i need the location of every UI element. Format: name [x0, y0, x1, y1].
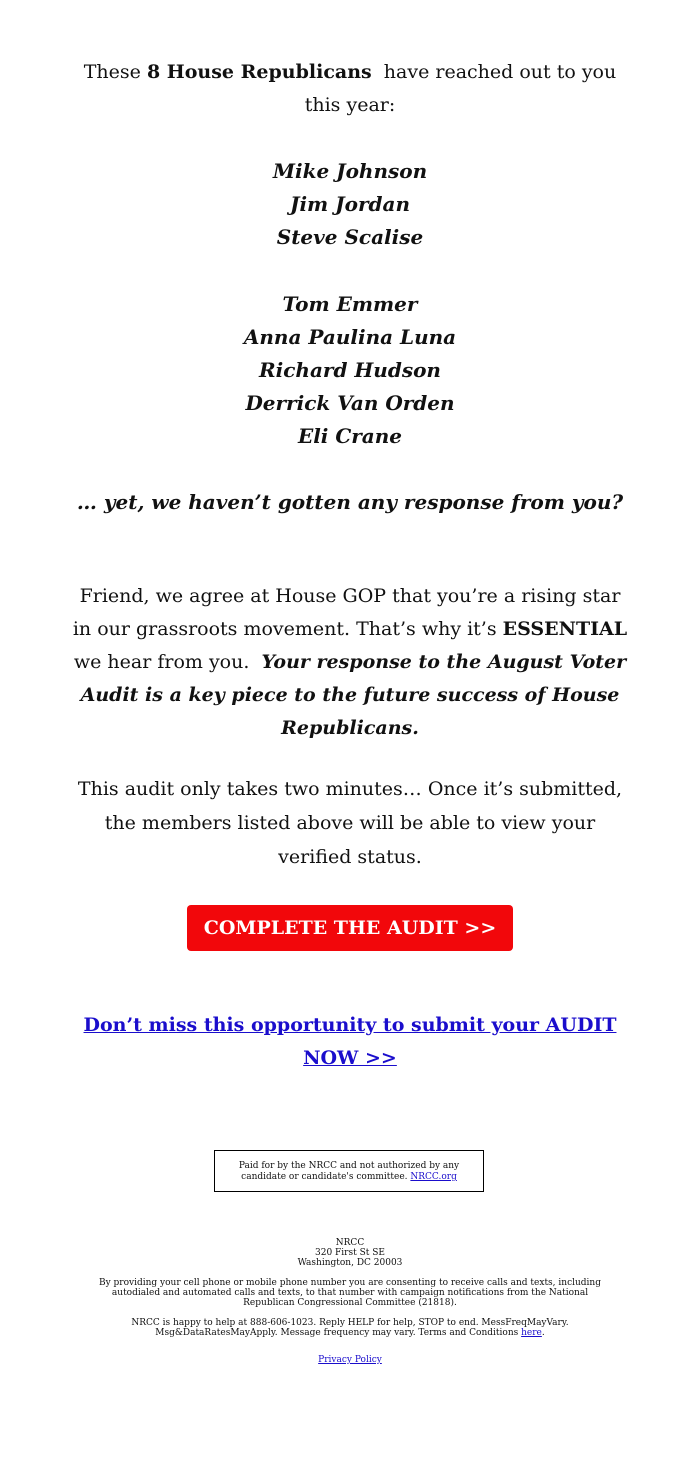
sms-consent-text: By providing your cell phone or mobile phone number you are consenting to receive calls and texts, including autodialed and automated calls and texts, to that number with campaign notifications from the National Republican Congressional Committee (21818).	[98, 1278, 601, 1308]
para1-bold: ESSENTIAL	[502, 618, 628, 640]
para1-text: Friend, we agree at House GOP that you’re a rising star in our grassroots movement. That’s why it’s	[72, 585, 621, 640]
name-item: Richard Hudson	[259, 358, 441, 382]
help-text	[95, 1318, 605, 1338]
help-body: NRCC is happy to help at 888-606-1023. Reply HELP for help, STOP to end. MessFreqMayVary. Msg&DataRatesMayApply. Message frequency may vary. Terms and Conditions	[131, 1318, 569, 1338]
names-group-2	[0, 288, 700, 453]
name-item: Mike Johnson	[272, 159, 428, 183]
address-street: 320 First St SE	[315, 1248, 385, 1258]
names-group-1	[0, 155, 700, 254]
privacy-policy-link[interactable]: Privacy Policy	[318, 1355, 382, 1365]
name-item: Eli Crane	[297, 424, 403, 448]
name-item: Jim Jordan	[289, 192, 410, 216]
privacy-policy-wrap	[95, 1355, 605, 1365]
disclaimer-text: Paid for by the NRCC and not authorized by any candidate or candidate's committee.	[238, 1161, 460, 1182]
help-end: .	[541, 1328, 545, 1338]
nrcc-link[interactable]: NRCC.org	[410, 1172, 457, 1182]
name-item: Anna Paulina Luna	[243, 325, 457, 349]
submit-audit-link[interactable]: Don’t miss this opportunity to submit your AUDIT NOW >>	[83, 1014, 617, 1069]
terms-link[interactable]: here	[521, 1328, 542, 1338]
para1-bold-italic: Your response to the August Voter Audit is a key piece to the future success of House Republicans.	[80, 651, 627, 739]
audit-paragraph: This audit only takes two minutes… Once it’s submitted, the members listed above will be able to view your verified status.	[77, 778, 623, 868]
rising-star-paragraph	[70, 580, 634, 745]
paid-for-disclaimer	[214, 1150, 484, 1192]
intro-paragraph	[70, 56, 630, 122]
complete-audit-button[interactable]: COMPLETE THE AUDIT >>	[187, 905, 513, 951]
address-name: NRCC	[335, 1238, 365, 1248]
intro-bold: 8 House Republicans	[146, 61, 372, 83]
intro-suffix: have reached out to you this year:	[304, 61, 623, 116]
address-block	[95, 1238, 605, 1268]
address-city: Washington, DC 20003	[297, 1258, 403, 1268]
name-item: Steve Scalise	[276, 225, 424, 249]
para1-text2: we hear from you.	[73, 618, 634, 673]
yet-line: … yet, we haven’t gotten any response from you?	[76, 490, 624, 514]
name-item: Derrick Van Orden	[245, 391, 455, 415]
intro-prefix: These	[83, 61, 147, 83]
name-item: Tom Emmer	[282, 292, 418, 316]
